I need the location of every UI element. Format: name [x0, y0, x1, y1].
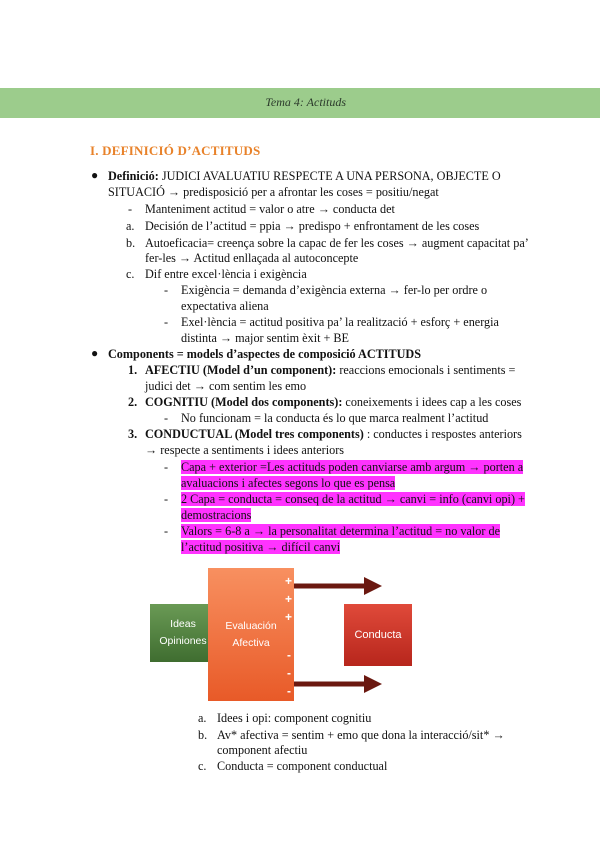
highlight-line	[181, 459, 523, 475]
dash-marker: -	[164, 492, 169, 506]
dash-marker: -	[164, 411, 169, 425]
bullet-marker: ●	[91, 346, 99, 360]
page-title: Tema 4: Actituds	[265, 95, 346, 109]
difference-line: Dif entre excel·lència i exigència	[145, 267, 307, 281]
affective-label: AFECTIU (Model d’un component):	[145, 363, 337, 377]
components-heading: Components = models d’aspectes de composició ACTITUDS	[108, 347, 422, 361]
cognitive-sub-line: No funcionam = la conducta és lo que marca realment l’actitud	[181, 411, 489, 425]
page-header-band	[0, 88, 600, 118]
arrow-head-bottom	[364, 675, 382, 693]
highlight-line	[181, 491, 525, 507]
attitude-diagram	[148, 568, 408, 704]
highlighted-text: Valors = 6-8 a → la personalitat determina l’actitud = no valor de	[181, 524, 501, 538]
decision-line: Decisión de l’actitud = ppia → predispo + enfrontament de les coses	[145, 219, 480, 233]
plus-sign: +	[285, 574, 293, 588]
dash-marker: -	[164, 460, 169, 474]
definition-line-2: SITUACIÓ → predisposició per a afrontar les coses = positiu/negat	[108, 185, 439, 199]
highlight-line	[181, 475, 395, 491]
excelencia-line-2: distinta → major sentim èxit + BE	[181, 331, 350, 345]
highlight-line	[181, 539, 340, 555]
legend-affective: Av* afectiva = sentim + emo que dona la interacció/sit* →	[217, 728, 505, 742]
section-heading: I. DEFINICIÓ D’ACTITUDS	[90, 143, 261, 158]
highlighted-text: l’actitud positiva → difícil canvi	[181, 540, 341, 554]
plus-sign: +	[285, 592, 293, 606]
ideas-box	[150, 604, 216, 662]
highlighted-text: Capa + exterior =Les actituds poden canviarse amb argum → porten a	[181, 460, 524, 474]
highlighted-text: 2 Capa = conducta = conseq de la actitud → canvi = info (canvi opi) +	[181, 492, 525, 506]
dash-marker: -	[164, 283, 169, 297]
maintenance-line: Manteniment actitud = valor o atre → conducta det	[145, 202, 395, 216]
cognitive-text: coneixements i idees cap a les coses	[342, 395, 522, 409]
list-marker-3: 3.	[128, 427, 138, 441]
list-marker-b: b.	[126, 236, 136, 250]
definition-label: Definició:	[108, 169, 159, 183]
cognitive-line	[145, 394, 521, 410]
affective-line-2: judici det → com sentim les emo	[145, 379, 307, 393]
ideas-label: Ideas	[170, 618, 196, 630]
exigencia-line: Exigència = demanda d’exigència externa → fer-lo per ordre o	[181, 283, 488, 297]
legend-affective-2: component afectiu	[217, 743, 308, 757]
highlight-line	[181, 523, 500, 539]
behavioral-text: : conductes i respostes anteriors	[363, 427, 522, 441]
behavioral-line	[145, 426, 522, 442]
behavioral-line-2: → respecte a sentiments i idees anteriors	[145, 443, 344, 457]
minus-sign: -	[287, 666, 291, 680]
bullet-marker: ●	[91, 168, 99, 182]
cognitive-label: COGNITIU (Model dos components):	[145, 395, 343, 409]
list-marker-1: 1.	[128, 363, 138, 377]
conducta-box	[344, 604, 412, 666]
conducta-label: Conducta	[354, 628, 402, 641]
evaluation-label: Evaluación	[225, 619, 277, 632]
affective-line	[145, 362, 515, 378]
list-marker-c: c.	[126, 267, 135, 281]
selfefficacy-line: Autoeficacia= creença sobre la capac de fer les coses → augment capacitat pa’	[145, 236, 529, 250]
evaluation-box	[208, 568, 294, 701]
list-marker-b: b.	[198, 728, 208, 742]
arrow-head-top	[364, 577, 382, 595]
dash-marker: -	[164, 315, 169, 329]
legend-behavioral: Conducta = component conductual	[217, 759, 388, 773]
excelencia-line: Exel·lència = actitud positiva pa’ la realització + esforç + energia	[181, 315, 499, 329]
plus-sign: +	[285, 610, 293, 624]
behavioral-label: CONDUCTUAL (Model tres components)	[145, 427, 364, 441]
dash-marker: -	[164, 524, 169, 538]
list-marker-c: c.	[198, 759, 207, 773]
opinions-label: Opiniones	[159, 635, 207, 647]
affective-text: reaccions emocionals i sentiments =	[336, 363, 516, 377]
minus-sign: -	[287, 684, 291, 698]
definition-text: JUDICI AVALUATIU RESPECTE A UNA PERSONA, OBJECTE O	[158, 169, 501, 183]
minus-sign: -	[287, 648, 291, 662]
highlighted-text: demostracions	[181, 508, 252, 522]
legend-cognitive: Idees i opi: component cognitiu	[217, 711, 372, 725]
exigencia-line-2: expectativa aliena	[181, 299, 269, 313]
dash-marker: -	[128, 202, 133, 216]
list-marker-a: a.	[126, 219, 135, 233]
highlighted-text: avaluacions i afectes segons lo que es pensa	[181, 476, 396, 490]
highlight-line	[181, 507, 251, 523]
list-marker-2: 2.	[128, 395, 138, 409]
list-marker-a: a.	[198, 711, 207, 725]
definition-line	[108, 168, 501, 184]
affective-label: Afectiva	[232, 636, 270, 649]
selfefficacy-line-2: fer-les → Actitud enllaçada al autoconcepte	[145, 251, 359, 265]
